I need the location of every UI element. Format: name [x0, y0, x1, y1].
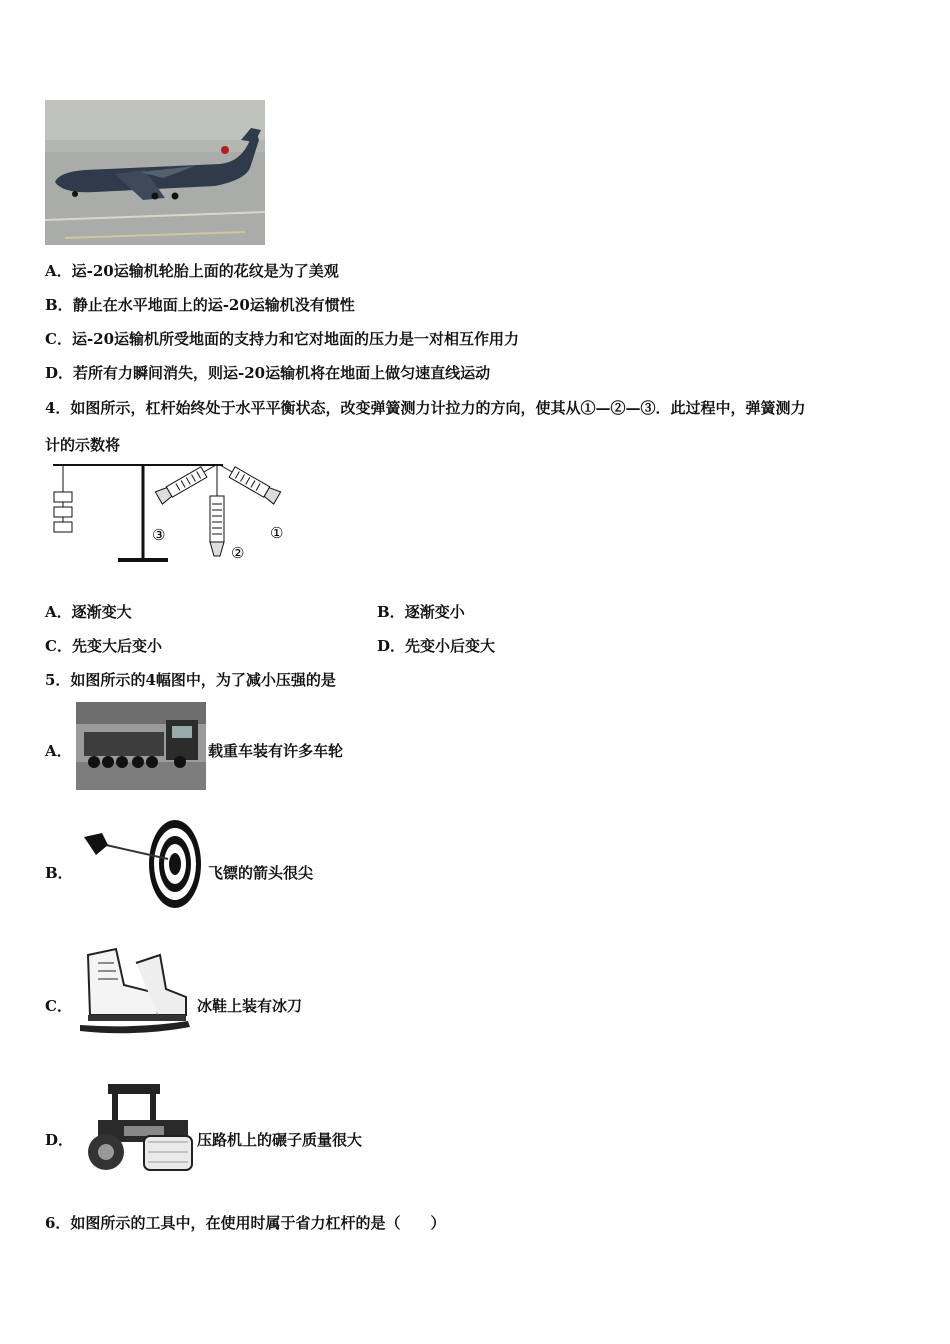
- q3-option-d: D．若所有力瞬间消失，则运-20运输机将在地面上做匀速直线运动: [45, 364, 491, 382]
- q3-option-c: C．运-20运输机所受地面的支持力和它对地面的压力是一对相互作用力: [45, 330, 520, 348]
- road-roller-image: [84, 1080, 196, 1175]
- q5-option-a-text: 载重车装有许多车轮: [208, 742, 344, 760]
- lever-spring-scale-diagram: [48, 460, 298, 570]
- q5-stem: 5．如图所示的4幅图中，为了减小压强的是: [45, 671, 336, 689]
- truck-photo: [76, 702, 206, 790]
- q5-option-d-letter: D．: [45, 1131, 74, 1149]
- transport-plane-photo: [45, 100, 265, 245]
- label-circled-3: ③: [152, 526, 166, 544]
- q3-option-a: A．运-20运输机轮胎上面的花纹是为了美观: [45, 262, 339, 280]
- q5-option-b-letter: B．: [45, 864, 73, 882]
- q4-option-c: C．先变大后变小: [45, 637, 162, 655]
- q5-option-a-letter: A．: [45, 742, 72, 760]
- label-circled-1: ①: [270, 524, 284, 542]
- q4-option-b: B．逐渐变小: [377, 603, 465, 621]
- q5-option-c-text: 冰鞋上装有冰刀: [197, 997, 303, 1015]
- q4-option-d: D．先变小后变大: [377, 637, 496, 655]
- label-circled-2: ②: [231, 544, 245, 562]
- dart-target-image: [82, 815, 207, 913]
- q5-option-d-text: 压路机上的碾子质量很大: [197, 1131, 363, 1149]
- q5-option-b-text: 飞镖的箭头很尖: [208, 864, 314, 882]
- ice-skate-image: [76, 945, 196, 1045]
- q5-option-c-letter: C．: [45, 997, 72, 1015]
- q3-option-b: B．静止在水平地面上的运-20运输机没有惯性: [45, 296, 355, 314]
- q4-stem-line1: 4．如图所示，杠杆始终处于水平平衡状态，改变弹簧测力计拉力的方向，使其从①—②—③．此过程中，弹簧测力: [45, 399, 806, 417]
- q4-stem-line2: 计的示数将: [45, 436, 121, 454]
- q6-stem: 6．如图所示的工具中，在使用时属于省力杠杆的是（ ）: [45, 1214, 446, 1232]
- q4-option-a: A．逐渐变大: [45, 603, 132, 621]
